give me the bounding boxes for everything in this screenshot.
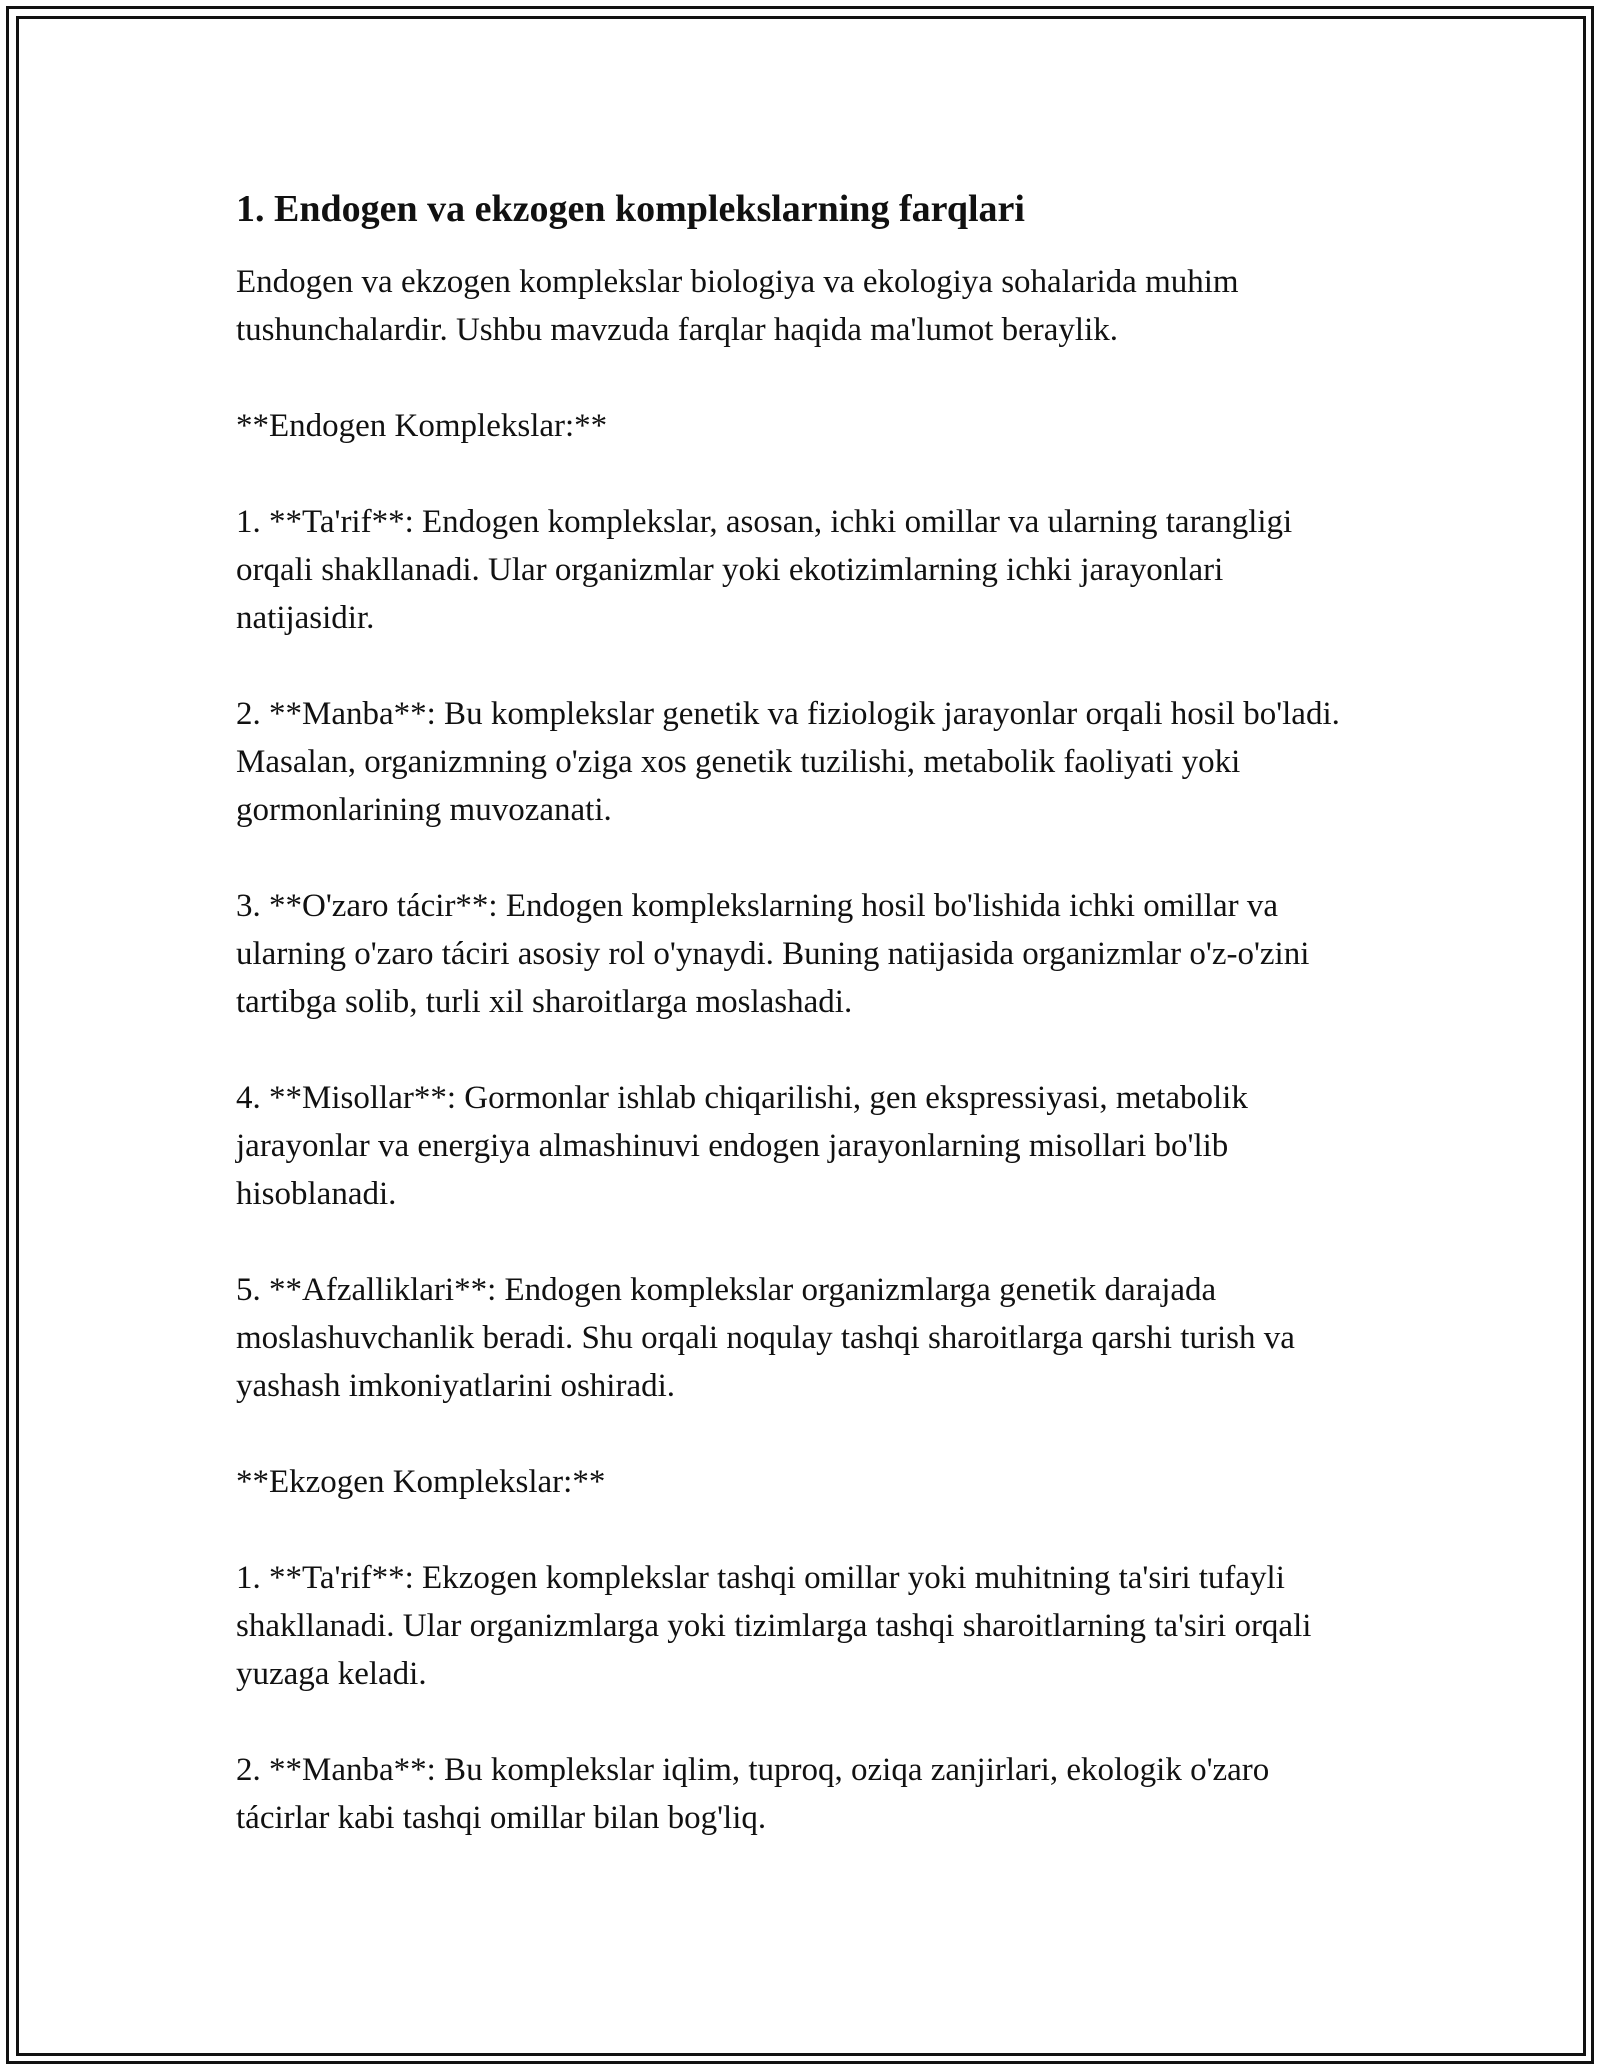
endogen-item-misollar: 4. **Misollar**: Gormonlar ishlab chiqarilishi, gen ekspressiyasi, metabolik jarayonlar va energiya almashinuvi endogen jarayonlarning misollari bo'lib hisoblanadi. xyxy=(236,1080,1248,1212)
ekzogen-item-manba: 2. **Manba**: Bu komplekslar iqlim, tuproq, oziqa zanjirlari, ekologik o'zaro tácirlar kabi tashqi omillar bilan bog'liq. xyxy=(236,1752,1270,1836)
endogen-item-tarif: 1. **Ta'rif**: Endogen komplekslar, asosan, ichki omillar va ularning tarangligi orqali shakllanadi. Ular organizmlar yoki ekotizimlarning ichki jarayonlari natijasidir. xyxy=(236,504,1293,636)
intro-paragraph: Endogen va ekzogen komplekslar biologiya va ekologiya sohalarida muhim tushunchalardir. Ushbu mavzuda farqlar haqida ma'lumot beraylik. xyxy=(236,264,1239,348)
endogen-item-manba: 2. **Manba**: Bu komplekslar genetik va fiziologik jarayonlar orqali hosil bo'ladi. Masalan, organizmning o'ziga xos genetik tuzilishi, metabolik faoliyati yoki gormonlarining muvozanati. xyxy=(236,696,1340,828)
endogen-section-label: **Endogen Komplekslar:** xyxy=(236,408,608,444)
ekzogen-section-label: **Ekzogen Komplekslar:** xyxy=(236,1464,606,1500)
ekzogen-item-tarif: 1. **Ta'rif**: Ekzogen komplekslar tashqi omillar yoki muhitning ta'siri tufayli shakllanadi. Ular organizmlarga yoki tizimlarga tashqi sharoitlarning ta'siri orqali yuzaga keladi. xyxy=(236,1560,1312,1692)
endogen-item-ozaro-tacir: 3. **O'zaro tácir**: Endogen komplekslarning hosil bo'lishida ichki omillar va ularning o'zaro táciri asosiy rol o'ynaydi. Buning natijasida organizmlar o'z-o'zini tartibga solib, turli xil sharoitlarga moslashadi. xyxy=(236,888,1310,1020)
document-body xyxy=(236,186,1366,1890)
document-heading: 1. Endogen va ekzogen komplekslarning farqlari xyxy=(236,188,1025,230)
endogen-item-afzalliklari: 5. **Afzalliklari**: Endogen komplekslar organizmlarga genetik darajada moslashuvchanlik beradi. Shu orqali noqulay tashqi sharoitlarga qarshi turish va yashash imkoniyatlarini oshiradi. xyxy=(236,1272,1295,1404)
